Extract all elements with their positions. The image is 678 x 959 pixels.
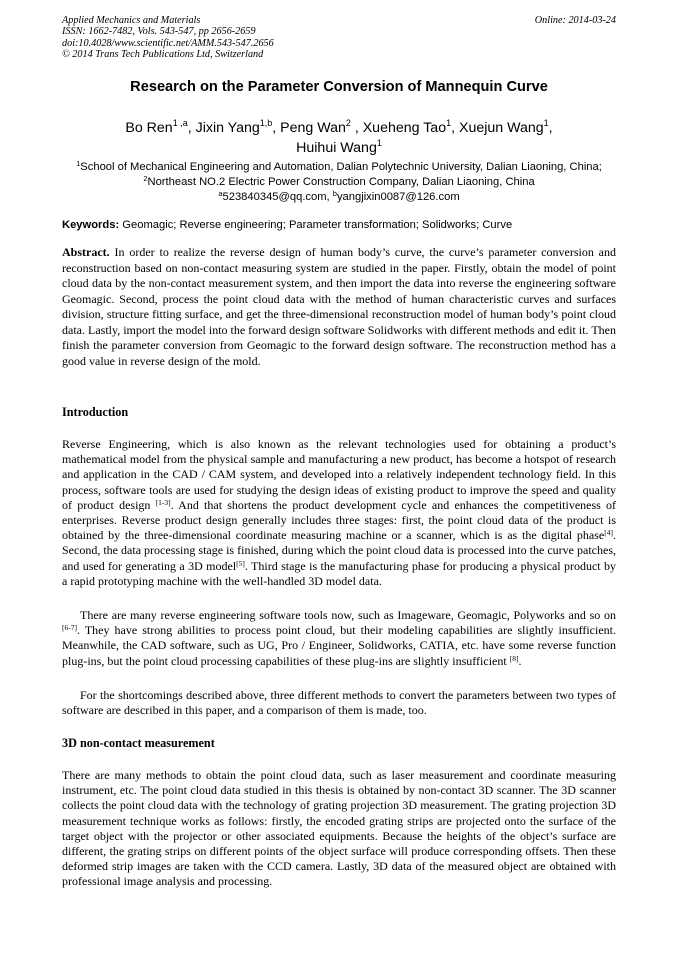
email-mark: b [332,189,337,198]
affiliation-text: School of Mechanical Engineering and Automation, Dalian Polytechnic University, Dalian Liaoning, China; [80,161,602,173]
citation: [8] [509,653,519,663]
author-separator: , [548,120,553,136]
citation: [1-3] [155,497,171,507]
author-affiliation-mark: 2 [345,118,351,128]
keywords-label: Keywords: [62,219,120,231]
introduction-paragraph: For the shortcomings described above, three different methods to convert the parameters between two types of software are described in this paper, and a comparison of them is made, too. [62,688,616,718]
journal-name: Applied Mechanics and Materials [62,15,201,26]
affiliation-text: Northeast NO.2 Electric Power Construction Company, Dalian Liaoning, China [147,176,535,188]
introduction-paragraph [62,437,616,589]
keywords-text: Geomagic; Reverse engineering; Parameter transformation; Solidworks; Curve [119,219,513,231]
abstract-text: In order to realize the reverse design of human body’s curve, the curve’s parameter conversion and reconstruction based on non-contact measuring system are studied in the paper. Firstly, obtain the model of point cloud data by the non-contact measurement system, and then import the data into reverse the engineering software Geomagic. Second, process the point cloud data with the method of human characteristic curves and surfaces division, structure fitting surface, and get the three-dimensional reconstruction model of human body’s point cloud data. Lastly, import the model into the forward design software Solidworks with different methods and edit it. Then finish the parameter conversion from Geomagic to the forward design software. The reconstruction method has a good value in reverse design of the mold. [62,245,616,368]
paragraph-text: Reverse Engineering, which is also known as the relevant technologies used for obtaining a product’s mathematical model from the physical sample and manufacturing a new product, has become a hotspot of research and application in the CAD / CAM system, and developed into a relatively independent technology field. In this process, software tools are used for studying the design ideas of existing product to improve the speed and quality of product design [62,437,616,512]
measurement-heading: 3D non-contact measurement [62,736,215,750]
author-email: 523840345@qq.com, [222,191,333,203]
abstract-label: Abstract. [62,245,110,259]
author-affiliation-mark: 1 ,a [172,118,188,128]
paragraph-text: . They have strong abilities to process point cloud, but their modeling capabilities are slightly insufficient. Meanwhile, the CAD software, such as UG, Pro / Engineer, Solidworks, CATIA, etc. have some reverse function plug-ins, but the point cloud processing capabilities of these plug-ins are slightly insufficient [62,623,616,668]
affiliations [62,160,616,205]
introduction-heading: Introduction [62,405,129,419]
author-name: , Jixin Yang [187,120,260,136]
copyright-line: © 2014 Trans Tech Publications Ltd, Switzerland [62,49,264,61]
author-affiliation-mark: 1 [376,138,382,148]
keywords [62,219,616,231]
journal-header [62,15,616,61]
paper-title: Research on the Parameter Conversion of Mannequin Curve [130,79,548,95]
author-affiliation-mark: 1 [543,118,549,128]
citation: [5] [236,558,245,568]
issn-line: ISSN: 1662-7482, Vols. 543-547, pp 2656-2659 [62,26,256,38]
author-name: , Xuejun Wang [451,120,544,136]
paragraph-text: . [518,653,522,668]
paragraph-text: . And that shortens the product development cycle and enhances the competitiveness of enterprises. Reverse product design generally includes three stages: first, the point cloud data of the product is obtained by the three-dimensional coordinate measuring machine or a scanner, which is as the digital phase [62,497,617,543]
author-email: yangjixin0087@126.com [336,191,460,203]
paragraph-text: There are many reverse engineering software tools now, such as Imageware, Geomagic, Polyworks and so on [80,608,616,622]
paragraph-text: . Second, the data processing stage is finished, during which the point cloud data is processed into the curve patches, and used for generating a 3D model [62,528,616,573]
paragraph-text: . Third stage is the manufacturing phase for producing a physical product by a rapid prototyping machine with the well-handled 3D model data. [62,558,616,588]
author-name: , Peng Wan [272,120,346,136]
citation: [6-7] [62,623,77,633]
author-affiliation-mark: 1 [446,118,452,128]
author-name: , Xueheng Tao [350,120,447,136]
citation: [4] [604,528,613,538]
affiliation-mark: 2 [143,174,148,183]
measurement-paragraph: There are many methods to obtain the point cloud data, such as laser measurement and coordinate measuring instrument, etc. The point cloud data studied in this thesis is obtained by non-contact 3D scanner. The 3D scanner collects the point cloud data with the technology of grating projection 3D measurement. The grating projection 3D measurement technique works as follows: firstly, the encoded grating strips are projected onto the surface of the target object with the projector or other associated equipments. Because the heights of the object’s surface are different, the grating strips on different points of the object surface will produce corresponding offsets. Then these deformed strip images are taken with the CCD camera. Lastly, 3D data of the measured object are obtained with professional image analysis and processing. [62,768,616,889]
online-date: Online: 2014-03-24 [534,15,616,26]
email-mark: a [218,189,223,198]
author-affiliation-mark: 1,b [259,118,273,128]
affiliation-mark: 1 [76,159,81,168]
introduction-paragraph [62,608,616,669]
author-name: Huihui Wang [296,140,377,156]
abstract [62,245,616,369]
author-list [62,118,616,158]
doi-line: doi:10.4028/www.scientific.net/AMM.543-547.2656 [62,37,274,49]
author-name: Bo Ren [125,120,173,136]
